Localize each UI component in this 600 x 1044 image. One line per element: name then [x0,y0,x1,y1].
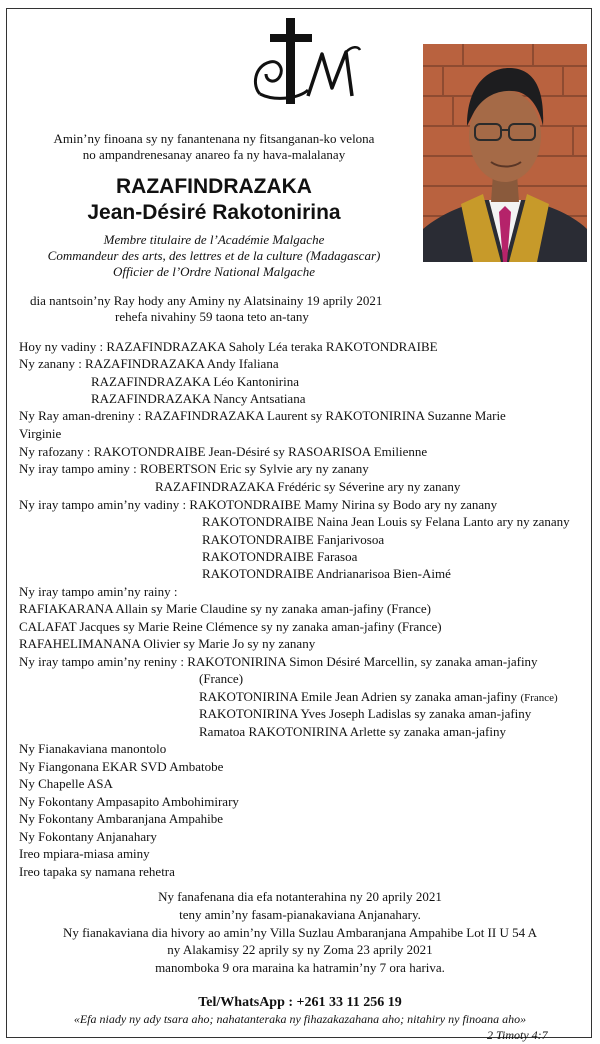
funeral-line-3: Ny fianakaviana dia hivory ao amin’ny Villa Suzlau Ambaranjana Ampahibe Lot II U 54 A [62,925,538,940]
intro-line-1: Amin’ny finoana sy ny fanantenana ny fitsanganan-ko velona [53,131,375,146]
cross-monogram-logo [248,16,364,108]
mother-siblings-line-2 [199,689,558,706]
children-line-1: Ny zanany : RAZAFINDRAZAKA Andy Ifaliana [19,356,279,371]
wife-siblings-line-5: RAKOTONDRAIBE Andrianarisoa Bien-Aimé [202,566,451,581]
mother-siblings-line-3: RAKOTONIRINA Yves Joseph Ladislas sy zanaka aman-jafiny [199,706,532,721]
father-siblings-line-1: RAFIAKARANA Allain sy Marie Claudine sy ny zanaka aman-jafiny (France) [19,601,431,616]
community-line-4: Ny Fokontany Ampasapito Ambohimirary [19,794,239,809]
funeral-line-2: teny amin’ny fasam-pianakaviana Anjanahary. [179,907,421,922]
father-siblings-line-3: RAFAHELIMANANA Olivier sy Marie Jo sy ny zanany [19,636,316,651]
community-line-7: Ireo mpiara-miasa aminy [19,846,150,861]
in-laws-line: Ny rafozany : RAKOTONDRAIBE Jean-Désiré sy RASOARISOA Emilienne [19,444,428,459]
wife-line: Hoy ny vadiny : RAZAFINDRAZAKA Saholy Léa teraka RAKOTONDRAIBE [19,339,438,354]
honor-title-2: Commandeur des arts, des lettres et de la culture (Madagascar) [47,248,381,263]
community-line-2: Ny Fiangonana EKAR SVD Ambatobe [19,759,224,774]
contact-phone: Tel/WhatsApp : +261 33 11 256 19 [198,995,402,1010]
wife-siblings-line-4: RAKOTONDRAIBE Farasoa [202,549,358,564]
wife-siblings-line-2: RAKOTONDRAIBE Naina Jean Louis sy Felana Lanto ary ny zanany [202,514,570,529]
siblings-line-2: RAZAFINDRAZAKA Frédéric sy Séverine ary ny zanany [155,479,461,494]
siblings-line-1: Ny iray tampo aminy : ROBERTSON Eric sy Sylvie ary ny zanany [19,461,369,476]
intro-line-2: no ampandrenesanay anareo fa ny hava-malalanay [82,147,346,162]
parents-line-2: Virginie [19,426,62,441]
honor-title-1: Membre titulaire de l’Académie Malgache [103,232,325,247]
bible-reference: 2 Timoty 4:7 [487,1028,548,1042]
honor-title-3: Officier de l’Ordre National Malgache [113,264,315,279]
mother-siblings-line-2-text: RAKOTONIRINA Emile Jean Adrien sy zanaka aman-jafiny [199,689,518,704]
deceased-fullname: Jean-Désiré Rakotonirina [87,201,341,224]
community-line-8: Ireo tapaka sy namana rehetra [19,864,175,879]
deceased-portrait [423,44,587,262]
parents-line-1: Ny Ray aman-dreniny : RAZAFINDRAZAKA Laurent sy RAKOTONIRINA Suzanne Marie [19,408,506,423]
wife-siblings-line-3: RAKOTONDRAIBE Fanjarivosoa [202,532,385,547]
wife-siblings-line-1: Ny iray tampo amin’ny vadiny : RAKOTONDRAIBE Mamy Nirina sy Bodo ary ny zanany [19,497,498,512]
mother-siblings-line-4: Ramatoa RAKOTONIRINA Arlette sy zanaka aman-jafiny [199,724,506,739]
mother-siblings-line-2-suffix: (France) [520,692,558,704]
mother-siblings-line-1-cont: (France) [199,671,244,686]
bible-quote: «Efa niady ny ady tsara aho; nahatanteraka ny fihazakazahana aho; nitahiry ny finoana aho» [73,1012,527,1026]
deceased-surname: RAZAFINDRAZAKA [116,175,312,198]
community-line-5: Ny Fokontany Ambaranjana Ampahibe [19,811,223,826]
children-line-3: RAZAFINDRAZAKA Nancy Antsatiana [91,391,306,406]
children-line-2: RAZAFINDRAZAKA Léo Kantonirina [91,374,299,389]
mother-siblings-line-1: Ny iray tampo amin’ny reniny : RAKOTONIRINA Simon Désiré Marcellin, sy zanaka aman-jafiny [19,654,538,669]
father-siblings-line-2: CALAFAT Jacques sy Marie Reine Clémence sy ny zanaka aman-jafiny (France) [19,619,442,634]
funeral-line-5: manomboka 9 ora maraina ka hatramin’ny 7 ora hariva. [155,960,445,975]
community-line-6: Ny Fokontany Anjanahary [19,829,157,844]
death-line-2: rehefa nivahiny 59 taona teto an-tany [115,309,309,324]
death-line-1: dia nantsoin’ny Ray hody any Aminy ny Alatsinainy 19 aprily 2021 [30,293,383,308]
funeral-line-1: Ny fanafenana dia efa notanterahina ny 20 aprily 2021 [158,889,442,904]
father-siblings-heading: Ny iray tampo amin’ny rainy : [19,584,178,599]
community-line-3: Ny Chapelle ASA [19,776,113,791]
funeral-line-4: ny Alakamisy 22 aprily sy ny Zoma 23 aprily 2021 [167,942,433,957]
community-line-1: Ny Fianakaviana manontolo [19,741,167,756]
